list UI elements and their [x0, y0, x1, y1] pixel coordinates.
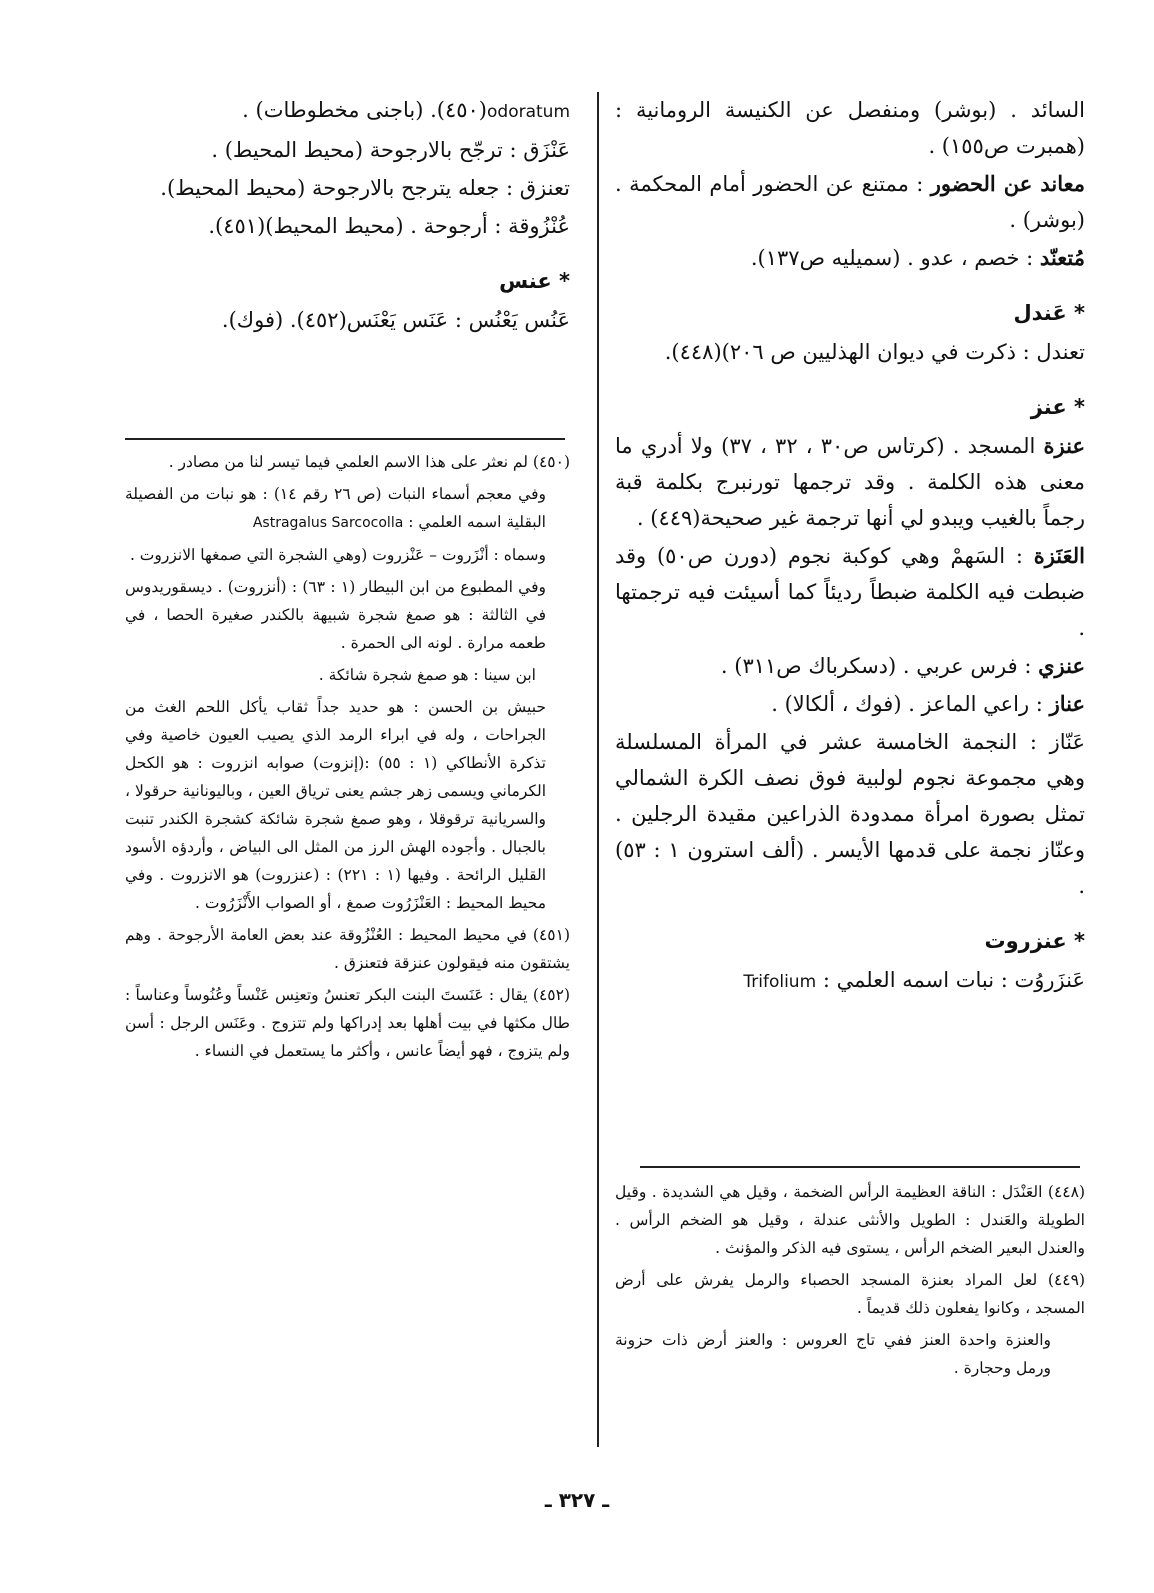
- latin-name: Trifolium: [743, 972, 817, 992]
- paragraph: عُنْزُوقة : أرجوحة . (محيط المحيط)(٤٥١).: [208, 214, 570, 238]
- entry: [615, 538, 1085, 646]
- latin-name: Astragalus Sarcocolla: [252, 515, 404, 531]
- entry: [615, 962, 1085, 1000]
- footnote-rule: [125, 438, 565, 440]
- entry: [615, 240, 1085, 276]
- footnote: (٤٥١) في محيط المحيط : العُنْزُوقة عند بعض العامة الأرجوحة . وهم يشتقون منه فيقولون عنزقة فتعنزق .: [125, 926, 570, 972]
- right-footnotes: [615, 1178, 1085, 1386]
- footnote: (٤٥٢) يقال : عَنَستَ البنت البكر تعنسُ وتعنِس عَنْساً وعُنُوساً وعناساً : طال مكثها في بيت أهلها بعد إدراكها ولم تتزوج . وعَنَس الرجل : أسن ولم يتزوج ، فهو أيضاً عانس ، وأكثر ما يستعمل في النساء .: [125, 986, 571, 1060]
- footnote-continuation: [125, 480, 570, 537]
- footnote-continuation: وفي المطبوع من ابن البيطار (١ : ٦٣) : (أنزروت) . ديسقوريدوس في الثالثة : هو صمغ شجرة شبيهة بالكندر صغيرة الحصا ، في طعمه مرارة . لونه الى الحمرة .: [125, 578, 546, 652]
- column-divider: [597, 92, 599, 1447]
- right-column: [615, 92, 1085, 1002]
- entry-definition: : فرس عربي . (دسكرباك ص٣١١) .: [720, 654, 1032, 678]
- entry-definition: عَنزَروُت : نبات اسمه العلمي :: [822, 968, 1085, 992]
- footnote: (٤٥٠) لم نعثر على هذا الاسم العلمي فيما تيسر لنا من مصادر .: [168, 453, 570, 471]
- entry-term: معاند عن الحضور: [930, 171, 1085, 196]
- footnote-continuation: وسماه : أنْزَروت – عَنْزروت (وهي الشجرة التي صمغها الانزروت .: [129, 546, 546, 564]
- footnote-continuation: ابن سينا : هو صمغ شجرة شائكة .: [318, 666, 536, 684]
- entry: [615, 428, 1085, 536]
- entry-definition: : ممتنع عن الحضور أمام المحكمة . (بوشر) .: [615, 172, 1085, 232]
- entry-term: عنزة: [1043, 433, 1085, 458]
- entry-term: عناز: [1049, 691, 1085, 716]
- entry-definition: المسجد . (كرتاس ص٣٠ ، ٣٢ ، ٣٧) ولا أدري ما معنى هذه الكلمة . وقد ترجمها تورنبرج بكلمة قبة رجماً بالغيب ويبدو لي أنها ترجمة غير صحيحة(٤٤٩) .: [615, 434, 1085, 530]
- left-column: [125, 92, 570, 340]
- entry-term: عنزي: [1038, 653, 1085, 678]
- entry-term: مُتعنّد: [1039, 245, 1085, 270]
- footnote: (٤٤٩) لعل المراد بعنزة المسجد الحصباء والرمل يفرش على أرض المسجد ، وكانوا يفعلون ذلك قديماً .: [615, 1271, 1085, 1317]
- entry-definition: : راعي الماعز . (فوك ، ألكالا) .: [771, 692, 1043, 716]
- paragraph: السائد . (بوشر) ومنفصل عن الكنيسة الرومانية :(همبرت ص١٥٥) .: [615, 98, 1085, 158]
- paragraph: عَنّاز : النجمة الخامسة عشر في المرأة المسلسلة وهي مجموعة نجوم لولبية فوق نصف الكرة الشمالي تمثل بصورة امرأة ممدودة الذراعين مقيدة الرجلين . وعنّاز نجمة على قدمها الأيسر . (ألف استرون ١ : ٥٣) .: [615, 730, 1085, 898]
- footnote-continuation: حبيش بن الحسن : هو حديد جداً ثقاب يأكل اللحم الغث من الجراحات ، وله في ابراء الرمد الذي يصيب العيون خاصية وفي تذكرة الأنطاكي (١ : ٥٥) :(إنزوت) صوابه انزروت : هو الكحل الكرماني ويسمى زهر جشم يعنى ترياق العين ، وباليونانية حرقولا ، والسريانية ترقوقلا ، وهو صمغ شجرة شائكة كشجرة الكندر تنبت بالجبال . وأجوده الهش الرز من المثل الى البياض ، وأردؤه الأسود القليل الرائحة . وفيها (١ : ٢٢١) : (عنزروت) هو الانزروت . وفي محيط المحيط : العَنْزَرُوت صمغ ، أو الصواب الأَنْزَرُوت .: [125, 698, 547, 912]
- entry-definition: : السَهمْ وهي كوكبة نجوم (دورن ص٥٠) وقد ضبطت فيه الكلمة ضبطاً رديئاً كما أسيئت فيه ترجمتها .: [615, 544, 1085, 640]
- section-heading: * عنز: [1030, 395, 1085, 419]
- paragraph: عَنْزَق : ترجّح بالارجوحة (محيط المحيط) .: [211, 138, 570, 162]
- section-heading: * عَندل: [1013, 301, 1085, 325]
- footnote-text: وفي معجم أسماء النبات (ص ٢٦ رقم ١٤) : هو نبات من الفصيلة البقلية اسمه العلمي :: [125, 485, 546, 531]
- paragraph: عَنُس يَعْنُس : عَنَس يَعْنَس(٤٥٢). (فوك).: [221, 308, 570, 332]
- paragraph: تعنزق : جعله يترجح بالارجوحة (محيط المحيط).: [160, 176, 570, 200]
- entry: [615, 166, 1085, 238]
- section-heading: * عنزروت: [984, 929, 1085, 953]
- entry: [125, 92, 570, 130]
- latin-name: odoratum: [487, 102, 570, 122]
- entry: [615, 686, 1085, 722]
- paragraph: تعندل : ذكرت في ديوان الهذليين ص ٢٠٦)(٤٤٨).: [664, 340, 1085, 364]
- entry-term: العَنَزة: [1033, 543, 1085, 568]
- section-heading: * عنس: [499, 269, 570, 293]
- footnote: (٤٤٨) العَنْدَل : الناقة العظيمة الرأس الضخمة ، وقيل هي الشديدة . وقيل الطويلة والعَندل : الطويل والأنثى عندلة ، وقيل هو الضخم الرأس . والعندل البعير الضخم الرأس ، يستوى فيه الذكر والمؤنث .: [615, 1183, 1085, 1257]
- footnote-rule: [640, 1166, 1080, 1168]
- entry-definition: : خصم ، عدو . (سميليه ص١٣٧).: [750, 246, 1034, 270]
- page-number: ـ ٣٢٧ ـ: [544, 1488, 610, 1512]
- entry-definition: (٤٥٠). (باجنى مخطوطات) .: [242, 98, 487, 122]
- entry: [615, 648, 1085, 684]
- left-footnotes: [125, 448, 570, 1069]
- footnote-continuation: والعنزة واحدة العنز ففي تاج العروس : والعنز أرض ذات حزونة ورمل وحجارة .: [615, 1331, 1051, 1377]
